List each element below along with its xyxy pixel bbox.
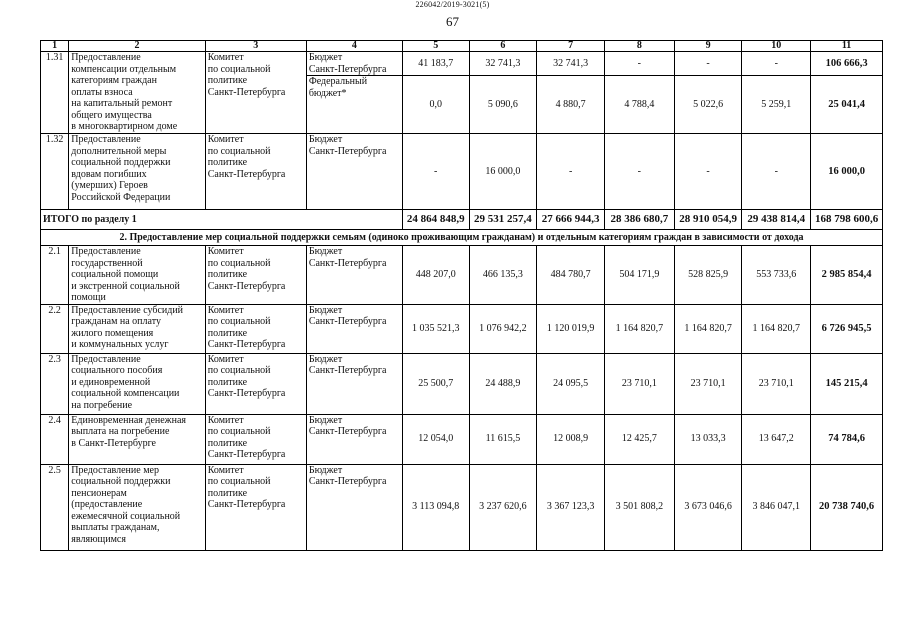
value-cell: - xyxy=(604,134,674,210)
table-row xyxy=(41,52,883,76)
total-cell: 106 666,3 xyxy=(811,52,883,76)
column-header: 9 xyxy=(674,41,742,52)
table-row xyxy=(41,246,883,305)
section-heading: 2. Предоставление мер социальной поддержки семьям (одиноко проживающим гражданам) и отдельным категориям граждан в зависимости от дохода xyxy=(41,230,883,246)
column-header: 1 xyxy=(41,41,69,52)
column-number-row xyxy=(41,41,883,52)
value-cell: - xyxy=(537,134,605,210)
value-cell: 1 164 820,7 xyxy=(674,304,742,353)
executor: Комитет по социальной политике Санкт-Петербурга xyxy=(205,414,306,464)
row-number: 2.2 xyxy=(41,304,69,353)
total-cell: 74 784,6 xyxy=(811,414,883,464)
executor: Комитет по социальной политике Санкт-Петербурга xyxy=(205,304,306,353)
table-row xyxy=(41,304,883,353)
total-cell: 29 438 814,4 xyxy=(742,210,811,230)
funding-source: Бюджет Санкт-Петербурга xyxy=(306,134,402,210)
funding-source: Бюджет Санкт-Петербурга xyxy=(306,52,402,76)
funding-source: Бюджет Санкт-Петербурга xyxy=(306,246,402,305)
value-cell: 13 647,2 xyxy=(742,414,811,464)
value-cell: 1 120 019,9 xyxy=(537,304,605,353)
value-cell: 3 113 094,8 xyxy=(402,464,469,550)
total-cell: 24 864 848,9 xyxy=(402,210,469,230)
measure-name: Предоставление дополнительной меры социальной поддержки вдовам погибших (умерших) Героев Российской Федерации xyxy=(69,134,205,210)
value-cell: 504 171,9 xyxy=(604,246,674,305)
table-row xyxy=(41,414,883,464)
value-cell: 3 237 620,6 xyxy=(469,464,537,550)
value-cell: 32 741,3 xyxy=(537,52,605,76)
row-number: 1.31 xyxy=(41,52,69,134)
value-cell: 24 488,9 xyxy=(469,353,537,414)
total-cell: 6 726 945,5 xyxy=(811,304,883,353)
measure-name: Единовременная денежная выплата на погребение в Санкт-Петербурге xyxy=(69,414,205,464)
value-cell: 3 501 808,2 xyxy=(604,464,674,550)
value-cell: 23 710,1 xyxy=(674,353,742,414)
table-row xyxy=(41,134,883,210)
row-number: 2.1 xyxy=(41,246,69,305)
total-cell: 2 985 854,4 xyxy=(811,246,883,305)
value-cell: 466 135,3 xyxy=(469,246,537,305)
value-cell: 23 710,1 xyxy=(742,353,811,414)
value-cell: 1 035 521,3 xyxy=(402,304,469,353)
row-number: 2.3 xyxy=(41,353,69,414)
measure-name: Предоставление мер социальной поддержки пенсионерам (предоставление ежемесячной социальной выплаты гражданам, являющимся xyxy=(69,464,205,550)
total-cell: 145 215,4 xyxy=(811,353,883,414)
page-number: 67 xyxy=(446,14,459,29)
value-cell: 32 741,3 xyxy=(469,52,537,76)
section-total-row xyxy=(41,210,883,230)
value-cell: 13 033,3 xyxy=(674,414,742,464)
column-header: 7 xyxy=(537,41,605,52)
value-cell: - xyxy=(402,134,469,210)
value-cell: 16 000,0 xyxy=(469,134,537,210)
executor: Комитет по социальной политике Санкт-Петербурга xyxy=(205,464,306,550)
executor: Комитет по социальной политике Санкт-Петербурга xyxy=(205,353,306,414)
total-cell: 16 000,0 xyxy=(811,134,883,210)
value-cell: 553 733,6 xyxy=(742,246,811,305)
funding-source: Бюджет Санкт-Петербурга xyxy=(306,464,402,550)
total-cell: 27 666 944,3 xyxy=(537,210,605,230)
measure-name: Предоставление социального пособия и единовременной социальной компенсации на погребение xyxy=(69,353,205,414)
funding-source: Бюджет Санкт-Петербурга xyxy=(306,304,402,353)
value-cell: 25 500,7 xyxy=(402,353,469,414)
value-cell: 12 054,0 xyxy=(402,414,469,464)
budget-table xyxy=(40,40,883,551)
total-cell: 20 738 740,6 xyxy=(811,464,883,550)
value-cell: 24 095,5 xyxy=(537,353,605,414)
measure-name: Предоставление субсидий гражданам на оплату жилого помещения и коммунальных услуг xyxy=(69,304,205,353)
value-cell: - xyxy=(604,52,674,76)
value-cell: - xyxy=(674,52,742,76)
column-header: 10 xyxy=(742,41,811,52)
column-header: 6 xyxy=(469,41,537,52)
total-cell: 28 910 054,9 xyxy=(674,210,742,230)
row-number: 2.4 xyxy=(41,414,69,464)
value-cell: 3 846 047,1 xyxy=(742,464,811,550)
value-cell: 23 710,1 xyxy=(604,353,674,414)
document-id: 226042/2019-3021(5) xyxy=(415,0,490,9)
funding-source: Бюджет Санкт-Петербурга xyxy=(306,353,402,414)
section-heading-row xyxy=(41,230,883,246)
funding-source: Бюджет Санкт-Петербурга xyxy=(306,414,402,464)
total-cell: 25 041,4 xyxy=(811,76,883,134)
value-cell: - xyxy=(674,134,742,210)
column-header: 5 xyxy=(402,41,469,52)
value-cell: 5 022,6 xyxy=(674,76,742,134)
executor: Комитет по социальной политике Санкт-Петербурга xyxy=(205,52,306,134)
row-number: 2.5 xyxy=(41,464,69,550)
value-cell: 5 090,6 xyxy=(469,76,537,134)
value-cell: 1 076 942,2 xyxy=(469,304,537,353)
value-cell: 12 425,7 xyxy=(604,414,674,464)
column-header: 11 xyxy=(811,41,883,52)
total-cell: 28 386 680,7 xyxy=(604,210,674,230)
funding-source: Федеральный бюджет* xyxy=(306,76,402,134)
total-cell: 29 531 257,4 xyxy=(469,210,537,230)
measure-name: Предоставление компенсации отдельным категориям граждан оплаты взноса на капитальный ремонт общего имущества в многоквартирном доме xyxy=(69,52,205,134)
measure-name: Предоставление государственной социальной помощи и экстренной социальной помощи xyxy=(69,246,205,305)
column-header: 3 xyxy=(205,41,306,52)
value-cell: 11 615,5 xyxy=(469,414,537,464)
column-header: 2 xyxy=(69,41,205,52)
value-cell: 4 788,4 xyxy=(604,76,674,134)
value-cell: 5 259,1 xyxy=(742,76,811,134)
value-cell: 12 008,9 xyxy=(537,414,605,464)
total-cell: 168 798 600,6 xyxy=(811,210,883,230)
table-row xyxy=(41,464,883,550)
row-number: 1.32 xyxy=(41,134,69,210)
value-cell: 3 367 123,3 xyxy=(537,464,605,550)
column-header: 8 xyxy=(604,41,674,52)
value-cell: 1 164 820,7 xyxy=(742,304,811,353)
column-header: 4 xyxy=(306,41,402,52)
executor: Комитет по социальной политике Санкт-Петербурга xyxy=(205,246,306,305)
value-cell: 1 164 820,7 xyxy=(604,304,674,353)
value-cell: 528 825,9 xyxy=(674,246,742,305)
section-total-label: ИТОГО по разделу 1 xyxy=(41,210,403,230)
value-cell: 3 673 046,6 xyxy=(674,464,742,550)
value-cell: 41 183,7 xyxy=(402,52,469,76)
value-cell: - xyxy=(742,52,811,76)
executor: Комитет по социальной политике Санкт-Петербурга xyxy=(205,134,306,210)
value-cell: 448 207,0 xyxy=(402,246,469,305)
value-cell: - xyxy=(742,134,811,210)
value-cell: 484 780,7 xyxy=(537,246,605,305)
value-cell: 0,0 xyxy=(402,76,469,134)
value-cell: 4 880,7 xyxy=(537,76,605,134)
table-row xyxy=(41,353,883,414)
